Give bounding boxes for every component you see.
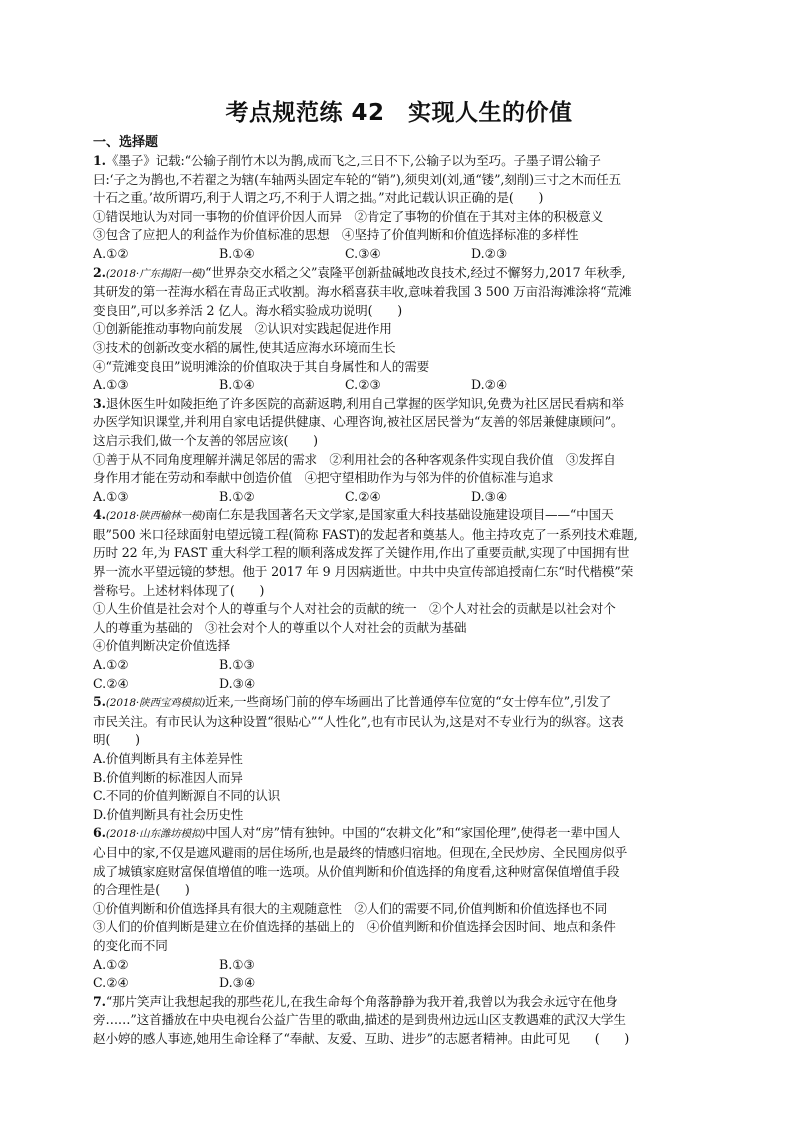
question-stem bbox=[93, 506, 705, 526]
statement-line: ④价值判断决定价值选择 bbox=[93, 638, 230, 654]
section-heading: 一、选择题 bbox=[93, 135, 159, 150]
option-b[interactable]: B.价值判断的标准因人而异 bbox=[93, 769, 243, 785]
statement-line: ③包含了应把人的利益作为价值标准的思想 ④坚持了价值判断和价值选择标准的多样性 bbox=[93, 227, 579, 243]
option-d[interactable]: D.③④ bbox=[471, 488, 508, 504]
question-stem bbox=[93, 152, 705, 171]
stem-line: 退休医生叶如陵拒绝了许多医院的高薪返聘,利用自己掌握的医学知识,免费为社区居民看病和举 bbox=[105, 395, 624, 411]
question-source: (2018·陕西榆林一模) bbox=[105, 510, 206, 523]
question-7 bbox=[93, 993, 705, 1049]
question-number: 1. bbox=[93, 153, 106, 168]
option-d[interactable]: D.②④ bbox=[471, 377, 508, 393]
statement-line: ①创新能推动事物向前发展 ②认识对实践起促进作用 bbox=[93, 321, 392, 337]
statement-line: ①错误地认为对同一事物的价值评价因人而异 ②肯定了事物的价值在于其对主体的积极意义 bbox=[93, 208, 604, 224]
stem-line: 的合理性是( ) bbox=[93, 882, 190, 898]
stem-line: 中国人对“房”情有独钟。中国的“农耕文化”和“家国伦理”,使得老一辈中国人 bbox=[205, 825, 621, 841]
option-a[interactable]: A.①② bbox=[93, 956, 129, 972]
stem-line: 这启示我们,做一个友善的邻居应该( ) bbox=[93, 432, 318, 448]
option-a[interactable]: A.①③ bbox=[93, 377, 129, 393]
option-d[interactable]: D.②③ bbox=[471, 245, 508, 261]
option-c[interactable]: C.②④ bbox=[93, 675, 129, 691]
answer-options-row-2 bbox=[93, 974, 705, 993]
statement-line: 人的尊重为基础的 ③社会对个人的尊重以个人对社会的贡献为基础 bbox=[93, 619, 467, 635]
stem-line: 赵小婷的感人事迹,她用生命诠释了“奉献、友爱、互助、进步”的志愿者精神。由此可见 ( ) bbox=[93, 1030, 630, 1046]
stem-line: 眼”500 米口径球面射电望远镜工程(简称 FAST)的发起者和奠基人。他主持攻克了一系列技术难题, bbox=[93, 526, 638, 542]
option-b[interactable]: B.①④ bbox=[219, 377, 255, 393]
option-c[interactable]: C.③④ bbox=[345, 245, 381, 261]
question-list bbox=[93, 152, 705, 1049]
option-c[interactable]: C.②④ bbox=[93, 975, 129, 991]
answer-options bbox=[93, 376, 705, 395]
stem-line: 曰:‘子之为鹊也,不若翟之为辖(车轴两头固定车轮的“销”),须臾刘(刘,通“镂”,刻削)三寸之木而任五 bbox=[93, 171, 621, 187]
question-source: (2018·陕西宝鸡模拟) bbox=[105, 697, 206, 710]
option-d[interactable]: D.③④ bbox=[219, 675, 256, 691]
question-stem bbox=[93, 824, 705, 844]
question-stem bbox=[93, 693, 705, 713]
statement-line: ④“荒滩变良田”说明滩涂的价值取决于其自身属性和人的需要 bbox=[93, 358, 430, 374]
option-b[interactable]: B.①② bbox=[219, 488, 255, 504]
question-number: 3. bbox=[93, 395, 106, 411]
question-number: 4. bbox=[93, 507, 106, 523]
stem-line: 市民关注。有市民认为这种设置“很贴心”“人性化”,也有市民认为,这是对不专业行为的纵容。这表 bbox=[93, 713, 624, 729]
stem-line: 十石之重。’故所谓巧,利于人谓之巧,不利于人谓之拙。”对此记载认识正确的是( ) bbox=[93, 190, 544, 206]
page-title: 考点规范练 42 实现人生的价值 bbox=[225, 100, 573, 126]
question-3 bbox=[93, 395, 705, 507]
question-6 bbox=[93, 824, 705, 992]
answer-options-row-1 bbox=[93, 956, 705, 975]
stem-line: “世界杂交水稻之父”袁隆平创新盐碱地改良技术,经过不懈努力,2017 年秋季, bbox=[205, 264, 626, 280]
option-b[interactable]: B.①③ bbox=[219, 956, 255, 972]
stem-line: 近来,一些商场门前的停车场画出了比普通停车位宽的“女士停车位”,引发了 bbox=[205, 694, 612, 710]
option-a[interactable]: A.①③ bbox=[93, 488, 129, 504]
option-a[interactable]: A.①② bbox=[93, 657, 129, 673]
option-c[interactable]: C.不同的价值判断源自不同的认识 bbox=[93, 788, 281, 804]
option-c[interactable]: C.②④ bbox=[345, 488, 381, 504]
stem-line: 办医学知识课堂,并利用自家电话提供健康、心理咨询,被社区居民誉为“友善的邻居兼健康顾问”。 bbox=[93, 414, 624, 430]
question-1 bbox=[93, 152, 705, 264]
statement-line: 的变化而不同 bbox=[93, 937, 168, 953]
question-number: 7. bbox=[93, 993, 106, 1009]
stem-line: 心目中的家,不仅是遮风避雨的居住场所,也是最终的情感归宿地。但现在,全民炒房、全民囤房似乎 bbox=[93, 844, 628, 860]
question-5 bbox=[93, 693, 705, 824]
answer-options-row-2 bbox=[93, 675, 705, 694]
answer-options-row-1 bbox=[93, 656, 705, 675]
statement-line: ③人们的价值判断是建立在价值选择的基础上的 ④价值判断和价值选择会因时间、地点和条件 bbox=[93, 919, 616, 935]
question-stem bbox=[93, 395, 705, 414]
question-4 bbox=[93, 506, 705, 693]
question-2 bbox=[93, 264, 705, 395]
stem-line: 南仁东是我国著名天文学家,是国家重大科技基础设施建设项目——“中国天 bbox=[205, 507, 614, 523]
option-c[interactable]: C.②③ bbox=[345, 377, 381, 393]
statement-line: ①善于从不同角度理解并满足邻居的需求 ②利用社会的各种客观条件实现自我价值 ③发挥自 bbox=[93, 451, 616, 467]
question-source: (2018·山东潍坊模拟) bbox=[105, 828, 206, 841]
statement-line: ①人生价值是社会对个人的尊重与个人对社会的贡献的统一 ②个人对社会的贡献是以社会对个 bbox=[93, 601, 616, 617]
stem-line: 旁……”这首播放在中央电视台公益广告里的歌曲,描述的是到贵州边远山区支教遇难的武汉大学生 bbox=[93, 1012, 626, 1028]
option-a[interactable]: A.①② bbox=[93, 245, 129, 261]
stem-line: “那片笑声让我想起我的那些花儿,在我生命每个角落静静为我开着,我曾以为我会永远守在他身 bbox=[105, 993, 618, 1009]
statement-line: ③技术的创新改变水稻的属性,使其适应海水环境而生长 bbox=[93, 339, 396, 355]
option-b[interactable]: B.①④ bbox=[219, 245, 255, 261]
stem-line: 《墨子》记载:“公输子削竹木以为鹊,成而飞之,三日不下,公输子以为至巧。子墨子谓公输子 bbox=[105, 153, 601, 168]
option-b[interactable]: B.①③ bbox=[219, 657, 255, 673]
question-number: 5. bbox=[93, 694, 106, 710]
question-number: 6. bbox=[93, 825, 106, 841]
stem-line: 其研发的第一茬海水稻在青岛正式收割。海水稻喜获丰收,意味着我国 3 500 万亩沿海滩涂将“荒滩 bbox=[93, 284, 632, 300]
statement-line: ①价值判断和价值选择具有很大的主观随意性 ②人们的需要不同,价值判断和价值选择也不同 bbox=[93, 900, 608, 916]
statement-line: 身作用才能在劳动和奉献中创造价值 ④把守望相助作为与邻为伴的价值标准与追求 bbox=[93, 470, 554, 486]
question-number: 2. bbox=[93, 264, 106, 280]
option-d[interactable]: D.价值判断具有社会历史性 bbox=[93, 806, 244, 822]
stem-line: 誉称号。上述材料体现了( ) bbox=[93, 582, 265, 598]
stem-line: 界一流水平望远镜的梦想。他于 2017 年 9 月因病逝世。中共中央宣传部追授南仁东“时代楷模”荣 bbox=[93, 564, 634, 580]
stem-line: 成了城镇家庭财富保值增值的唯一选项。从价值判断和价值选择的角度看,这种财富保值增值手段 bbox=[93, 863, 620, 879]
question-source: (2018·广东揭阳一模) bbox=[105, 267, 206, 280]
option-a[interactable]: A.价值判断具有主体差异性 bbox=[93, 751, 243, 766]
answer-options bbox=[93, 245, 705, 264]
question-stem bbox=[93, 993, 705, 1012]
stem-line: 历时 22 年,为 FAST 重大科学工程的顺利落成发挥了关键作用,作出了重要贡献,实现了中国拥有世 bbox=[93, 545, 630, 561]
stem-line: 变良田”,可以多养活 2 亿人。海水稻实验成功说明( ) bbox=[93, 302, 402, 318]
stem-line: 明( ) bbox=[93, 732, 140, 748]
answer-options bbox=[93, 488, 705, 507]
question-stem bbox=[93, 264, 705, 284]
option-d[interactable]: D.③④ bbox=[219, 975, 256, 991]
